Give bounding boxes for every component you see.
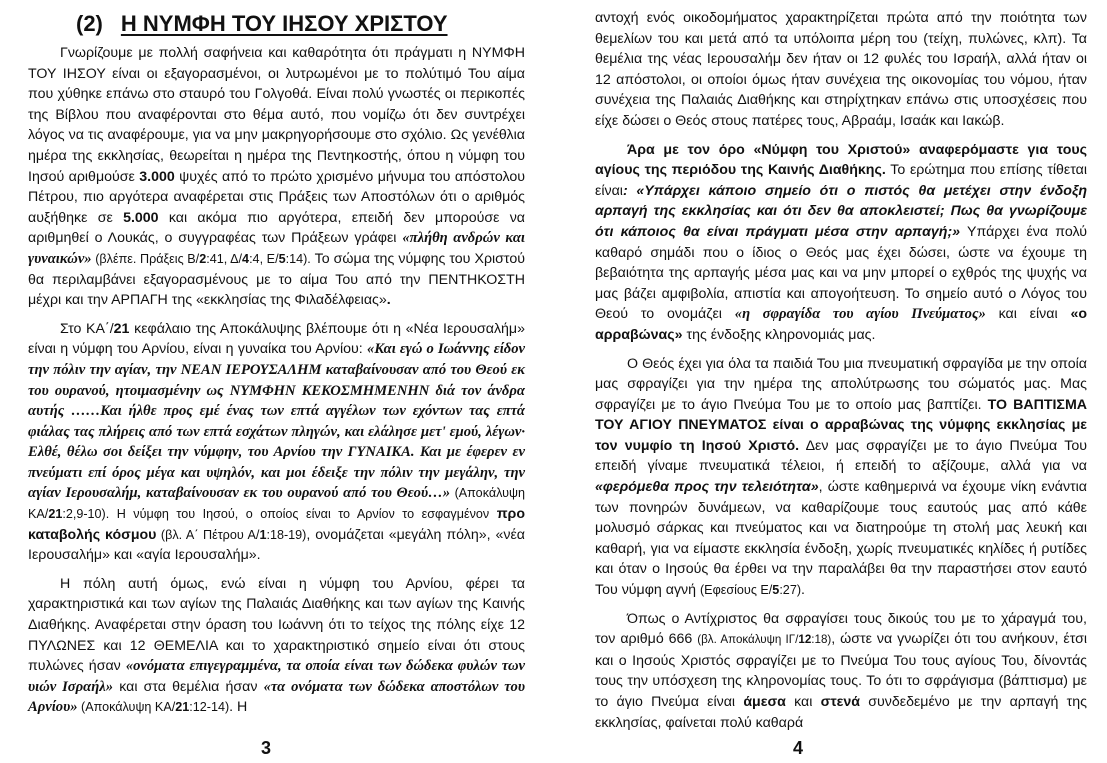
bold-statement: Άρα με τον όρο «Νύμφη του Χριστού» αναφερόμαστε για τους αγίους της περιόδου της Καινής Διαθήκης. (595, 141, 1087, 179)
quote: «η σφραγίδα του αγίου Πνεύματος» (734, 306, 986, 323)
quote: «ονόματα επιγεγραμμένα, τα οποία είναι των δώδεκα φυλών των υιών Ισραήλ» (28, 658, 525, 695)
reference: (βλ. Αποκάλυψη ΙΓ/12:18) (697, 633, 832, 647)
reference: (Εφεσίους Ε/5:27) (699, 583, 802, 598)
paragraph: Στο ΚΑ΄/21 κεφάλαιο της Αποκάλυψης βλέπουμε ότι η «Νέα Ιερουσαλήμ» είναι η νύμφη του Αρνίου, είναι η γυναίκα του Αρνίου: «Και εγώ ο Ιωάννης είδον την πόλιν την αγίαν, την ΝΕΑΝ ΙΕΡΟΥΣΑΛΗΜ καταβαίνουσαν από του Θεού εκ του ουρανού, ητοιμασμένην ως ΝΥΜΦΗΝ ΚΕΚΟΣΜΗΜΕΝΗΝ διά τον άνδρα αυτής ……Και ήλθε προς εμέ ένας των επτά αγγέλων των εχόντων τας επτά φιάλας τας πλήρεις από των επτά εσχάτων πληγών, και ελάλησε μετ' εμού, λέγων· Ελθέ, θέλω σοι δείξει την νύμφην, του Αρνίου την ΓΥΝΑΙΚΑ. Και με έφερεν εν πνεύματι επί όρος μέγα και υψηλόν, και μοι έδειξε την πόλιν την μεγάλην, την αγίαν Ιερουσαλήμ, καταβαίνουσαν εκ του ουρανού από του Θεού…» (Αποκάλυψη ΚΑ/21:2,9-10). Η νύμφη του Ιησού, ο οποίος είναι το Αρνίον το εσφαγμένον προ καταβολής κόσμου (βλ. Α΄ Πέτρου Α/1:18-19), ονομάζεται «μεγάλη πόλη», «νέα Ιερουσαλήμ» και «αγία Ιερουσαλήμ». (28, 320, 525, 564)
quote: «Και εγώ ο Ιωάννης είδον την πόλιν την αγίαν, την ΝΕΑΝ ΙΕΡΟΥΣΑΛΗΜ καταβαίνουσαν από του Θεού εκ του ουρανού, ητοιμασμένην ως ΝΥΜΦΗΝ ΚΕΚΟΣΜΗΜΕΝΗΝ διά τον άνδρα αυτής ……Και ήλθε προς εμέ ένας των επτά αγγέλων των εχόντων τας επτά φιάλας τας πλήρεις από των επτά εσχάτων πληγών, και ελάλησε μετ' εμού, λέγων· Ελθέ, θέλω σοι δείξει την νύμφην, του Αρνίου την ΓΥΝΑΙΚΑ. Και με έφερεν εν πνεύματι επί όρος μέγα και υψηλόν, και μοι έδειξε την πόλιν την μεγάλην, την αγίαν Ιερουσαλήμ, καταβαίνουσαν εκ του ουρανού από του Θεού…» (28, 341, 525, 502)
chapter-number: (2) (76, 11, 103, 36)
bold-statement: ΤΟ ΒΑΠΤΙΣΜΑ ΤΟΥ ΑΓΙΟΥ ΠΝΕΥΜΑΤΟΣ είναι ο αρραβώνας της νύμφης εκκλησίας με τον νυμφίο τη Ιησού Χριστό. (595, 396, 1088, 454)
quote: «πλήθη ανδρών και γυναικών» (28, 230, 525, 267)
left-text-column (28, 43, 525, 718)
paragraph: Άρα με τον όρο «Νύμφη του Χριστού» αναφερόμαστε για τους αγίους της περιόδου της Καινής Διαθήκης. Το ερώτημα που επίσης τίθεται είναι: «Υπάρχει κάποιο σημείο ότι ο πιστός θα μετέχει στην ένδοξη αρπαγή της εκκλησίας και ότι δεν θα αποκλειστεί; Πως θα γνωρίζουμε ότι κάποιος θα είναι πράγματι μέσα στην αρπαγή;» Υπάρχει ένα πολύ καθαρό σημάδι που ο ίδιος ο Θεός μας έχει δώσει, ώστε να έχουμε τη βεβαιότητα της αρπαγής μέσα μας και να μην μπορεί ο εχθρός της ψυχής να μας βάζει αμφιβολία, απιστία και απογοήτευση. Το σημείο αυτό ο Λόγος του Θεού το ονομάζει «η σφραγίδα του αγίου Πνεύματος» και είναι «ο αρραβώνας» της ένδοξης κληρονομιάς μας. (595, 141, 1087, 343)
right-text-column (595, 8, 1087, 733)
reference: (Αποκάλυψη ΚΑ/21:12-14) (77, 700, 230, 715)
left-page (0, 0, 553, 763)
page-number: 4 (792, 738, 803, 758)
paragraph: αντοχή ενός οικοδομήματος χαρακτηρίζεται πρώτα από την ποιότητα των θεμελίων του και μετά από τα υπόλοιπα μέρη του (τείχη, πυλώνες, κλπ). Τα θεμέλια της νέας Ιερουσαλήμ δεν ήταν οι 12 φυλές του Ισραήλ, αλλά ήταν οι 12 απόστολοι, οι οποίοι όμως ήταν συνέχεια της οικονομίας του νόμου, ήταν συνέχεια της Παλαιάς Διαθήκης και στηρίχτηκαν επάνω στις υποσχέσεις που είχε δώσει ο Θεός στους πατέρες τους, Αβραάμ, Ισαάκ και Ιακώβ. (595, 10, 1087, 129)
reference: (Αποκάλυψη ΚΑ/21:2,9-10). Η νύμφη του Ιησού, ο οποίος είναι το Αρνίον το εσφαγμένον (28, 486, 525, 522)
right-page (553, 0, 1107, 763)
question: : «Υπάρχει κάποιο σημείο ότι ο πιστός θα μετέχει στην ένδοξη αρπαγή της εκκλησίας και ότι δεν θα αποκλειστεί; Πως θα γνωρίζουμε ότι κάποιος θα είναι πράγματι μέσα στην αρπαγή;» (595, 182, 1087, 240)
chapter-title-text: Η ΝΥΜΦΗ ΤΟΥ ΙΗΣΟΥ ΧΡΙΣΤΟΥ (120, 11, 448, 36)
reference: (βλ. Α΄ Πέτρου Α/1:18-19) (156, 527, 307, 542)
paragraph: Όπως ο Αντίχριστος θα σφραγίσει τους δικούς του με το χάραγμά του, τον αριθμό 666 (βλ. Αποκάλυψη ΙΓ/12:18), ώστε να γνωρίζει ότι του ανήκουν, έτσι και ο Ιησούς Χριστός σφραγίζει με το Πνεύμα Του τους αγίους Του, δίνοντάς τους την υπόσχεση της κληρονομίας τους. Το ότι το σφράγισμα (βάπτισμα) με το άγιο Πνεύμα είναι άμεσα και στενά συνδεδεμένο με την αρπαγή της εκκλησίας, φαίνεται πολύ καθαρά (595, 610, 1088, 731)
page-number: 3 (260, 738, 271, 758)
reference: (βλέπε. Πράξεις Β/2:41, Δ/4:4, Ε/5:14). (91, 251, 311, 266)
paragraph: Η πόλη αυτή όμως, ενώ είναι η νύμφη του Αρνίου, φέρει τα χαρακτηριστικά και των αγίων της Παλαιάς Διαθήκης και των αγίων της Καινής Διαθήκης. Αναφέρεται στην όραση του Ιωάννη ότι το τείχος της πόλης είχε 12 ΠΥΛΩΝΕΣ και 12 ΘΕΜΕΛΙΑ και το χαρακτηριστικό σημείο είναι ότι στους πυλώνες ήσαν «ονόματα επιγεγραμμένα, τα οποία είναι των δώδεκα φυλών των υιών Ισραήλ» και στα θεμέλια ήσαν «τα ονόματα των δώδεκα αποστόλων του Αρνίου» (Αποκάλυψη ΚΑ/21:12-14). Η (28, 575, 525, 716)
paragraph: Γνωρίζουμε με πολλή σαφήνεια και καθαρότητα ότι πράγματι η ΝΥΜΦΗ ΤΟΥ ΙΗΣΟΥ είναι οι εξαγορασμένοι, οι λυτρωμένοι με το πολύτιμό Του αίμα που χύθηκε επάνω στο σταυρό του Γολγοθά. Είναι πολύ γνωστές οι περικοπές της Βίβλου που αναφέρονται στο θέμα αυτό, που νομίζω ότι δεν συντρέχει λόγος να τις αναφέρουμε, για να μην μακρηγορήσουμε στο σχόλιο. Ως γενέθλια ημέρα της εκκλησίας, θεωρείται η ημέρα της Πεντηκοστής, όπου η νύμφη του Ιησού αριθμούσε 3.000 ψυχές από το πρώτο χρισμένο μήνυμα του απόστολου Πέτρου, πιο αργότερα αναφέρεται στις Πράξεις των Αποστόλων ότι ο αριθμός αυξήθηκε σε 5.000 και ακόμα πιο αργότερα, επειδή δεν μπορούσε να αριθμηθεί ο Λουκάς, ο συγγραφέας των Πράξεων γράφει «πλήθη ανδρών και γυναικών» (βλέπε. Πράξεις Β/2:41, Δ/4:4, Ε/5:14). Το σώμα της νύμφης του Χριστού θα περιλαμβάνει εξαγορασμένους με το αίμα Του από την ΠΕΝΤΗΚΟΣΤΗ μέχρι και την ΑΡΠΑΓΗ της «εκκλησίας της Φιλαδέλφειας». (28, 45, 526, 309)
chapter-title (28, 10, 525, 38)
quote: «τα ονόματα των δώδεκα αποστόλων του Αρνίου» (28, 678, 525, 716)
paragraph: Ο Θεός έχει για όλα τα παιδιά Του μια πνευματική σφραγίδα με την οποία μας σφραγίζει για την ημέρα της απολύτρωσης του σώματός μας. Μας σφραγίζει με το άγιο Πνεύμα Του με το οποίο μας βαπτίζει. ΤΟ ΒΑΠΤΙΣΜΑ ΤΟΥ ΑΓΙΟΥ ΠΝΕΥΜΑΤΟΣ είναι ο αρραβώνας της νύμφης εκκλησίας με τον νυμφίο τη Ιησού Χριστό. Δεν μας σφραγίζει με το άγιο Πνεύμα Του επειδή γίναμε πνευματικά τέλειοι, ή επειδή το αξίζουμε, αλλά για να «φερόμεθα προς την τελειότητα», ώστε καθημερινά να έχουμε νίκη ενάντια των πονηρών δυνάμεων, να καθαρίζουμε τους εαυτούς μας από κάθε μολυσμό σάρκας και πνεύματος και να διατηρούμε τη στολή μας λευκή και καθαρή, για να είμαστε εκκλησία ένδοξη, χωρίς πνευματικές κηλίδες ή ρυτίδες και όταν ο Ιησούς θα έρθει να την παραλάβει θα την παραστήσει στον εαυτό Του νύμφη αγνή (Εφεσίους Ε/5:27). (595, 355, 1088, 599)
